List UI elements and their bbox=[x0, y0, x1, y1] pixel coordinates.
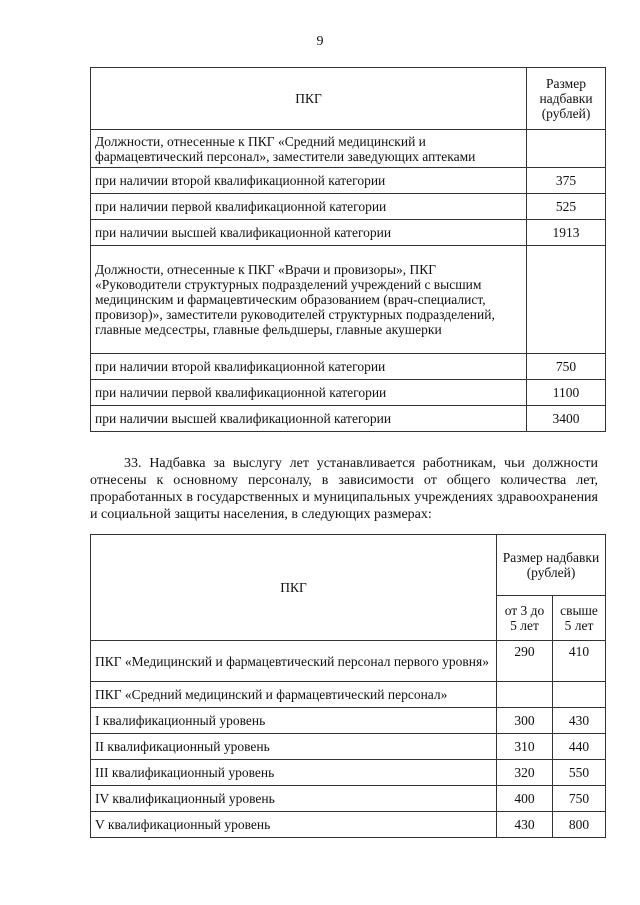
row-value: 3400 bbox=[527, 406, 606, 432]
header-amount: Размер надбавки (рублей) bbox=[497, 535, 606, 596]
header-3-to-5-years: от 3 до 5 лет bbox=[497, 596, 553, 641]
table-row bbox=[91, 786, 606, 812]
table-row bbox=[91, 194, 606, 220]
row-value-over-5: 440 bbox=[553, 734, 606, 760]
page-number: 9 bbox=[316, 34, 324, 49]
row-value: 525 bbox=[527, 194, 606, 220]
seniority-allowance-table bbox=[90, 534, 606, 838]
row-value-over-5: 800 bbox=[553, 812, 606, 838]
row-value-over-5 bbox=[553, 682, 606, 708]
row-value bbox=[527, 130, 606, 168]
row-value: 375 bbox=[527, 168, 606, 194]
row-value-over-5: 750 bbox=[553, 786, 606, 812]
row-label: I квалификационный уровень bbox=[91, 708, 497, 734]
row-value: 1100 bbox=[527, 380, 606, 406]
row-value-3-5 bbox=[497, 682, 553, 708]
table-row bbox=[91, 220, 606, 246]
table-row bbox=[91, 168, 606, 194]
row-value bbox=[527, 246, 606, 354]
row-value-over-5: 410 bbox=[553, 641, 606, 682]
row-label: III квалификационный уровень bbox=[91, 760, 497, 786]
table-row bbox=[91, 641, 606, 682]
header-over-5-years: свыше 5 лет bbox=[553, 596, 606, 641]
table-row bbox=[91, 130, 606, 168]
row-value-3-5: 290 bbox=[497, 641, 553, 682]
row-label: IV квалификационный уровень bbox=[91, 786, 497, 812]
row-value-over-5: 430 bbox=[553, 708, 606, 734]
row-label: Должности, отнесенные к ПКГ «Врачи и провизоры», ПКГ «Руководители структурных подразделений учреждений с высшим медицинским и фармацевтическим образованием (врач-специалист, провизор)», заместители руководителей структурных подразделений, главные медсестры, главные фельдшеры, главные акушерки bbox=[91, 246, 527, 354]
row-value: 1913 bbox=[527, 220, 606, 246]
table-row bbox=[91, 406, 606, 432]
table-row bbox=[91, 682, 606, 708]
row-label: при наличии второй квалификационной категории bbox=[91, 354, 527, 380]
row-value-over-5: 550 bbox=[553, 760, 606, 786]
row-value-3-5: 400 bbox=[497, 786, 553, 812]
table-row bbox=[91, 734, 606, 760]
table-row bbox=[91, 708, 606, 734]
row-value-3-5: 430 bbox=[497, 812, 553, 838]
table-row bbox=[91, 812, 606, 838]
table-row bbox=[91, 760, 606, 786]
table-header-row bbox=[91, 535, 606, 596]
row-label: при наличии первой квалификационной категории bbox=[91, 380, 527, 406]
row-label: II квалификационный уровень bbox=[91, 734, 497, 760]
row-label: при наличии высшей квалификационной категории bbox=[91, 406, 527, 432]
table-row bbox=[91, 246, 606, 354]
allowance-category-table bbox=[90, 67, 606, 432]
row-label: V квалификационный уровень bbox=[91, 812, 497, 838]
table-row bbox=[91, 380, 606, 406]
row-value-3-5: 320 bbox=[497, 760, 553, 786]
row-value: 750 bbox=[527, 354, 606, 380]
row-value-3-5: 310 bbox=[497, 734, 553, 760]
header-amount: Размер надбавки (рублей) bbox=[527, 68, 606, 130]
table-header-row bbox=[91, 68, 606, 130]
row-label: при наличии второй квалификационной категории bbox=[91, 168, 527, 194]
header-pkg: ПКГ bbox=[91, 68, 527, 130]
row-label: ПКГ «Медицинский и фармацевтический персонал первого уровня» bbox=[91, 641, 497, 682]
clause-33-paragraph: 33. Надбавка за выслугу лет устанавливается работникам, чьи должности отнесены к основному персоналу, в зависимости от общего количества лет, проработанных в государственных и муниципальных учреждениях здравоохранения и социальной защиты населения, в следующих размерах: bbox=[90, 456, 598, 522]
row-label: Должности, отнесенные к ПКГ «Средний медицинский и фармацевтический персонал», заместители заведующих аптеками bbox=[91, 130, 527, 168]
row-label: ПКГ «Средний медицинский и фармацевтический персонал» bbox=[91, 682, 497, 708]
table-row bbox=[91, 354, 606, 380]
row-label: при наличии первой квалификационной категории bbox=[91, 194, 527, 220]
row-value-3-5: 300 bbox=[497, 708, 553, 734]
header-pkg: ПКГ bbox=[91, 535, 497, 641]
row-label: при наличии высшей квалификационной категории bbox=[91, 220, 527, 246]
